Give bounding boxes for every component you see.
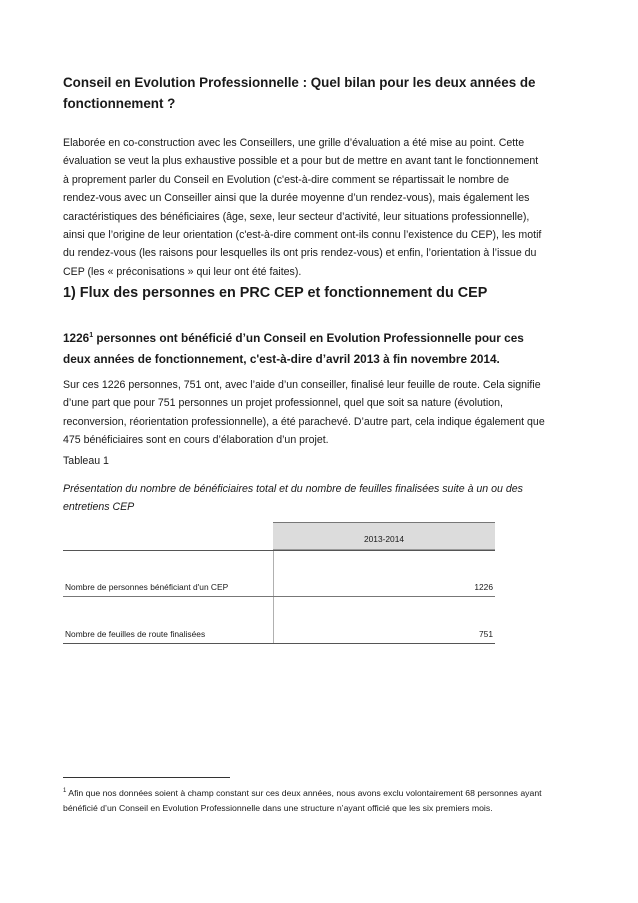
section-heading: 1) Flux des personnes en PRC CEP et fonctionnement du CEP (63, 285, 488, 301)
body-paragraph: Sur ces 1226 personnes, 751 ont, avec l’aide d’un conseiller, finalisé leur feuille de route. Cela signifie d’une part que pour 751 personnes un projet professionnel, quel que soit sa nature (évolution, reconversion, réorientation professionnelle), a été parachevé. D’autre part, cela indique également que 475 bénéficiaires sont en cours d’élaboration d’un projet. (63, 379, 545, 447)
footnote-ref-link[interactable]: 1 (89, 332, 94, 339)
table-row-value: 1226 (474, 582, 493, 592)
footnote (63, 784, 555, 817)
table-value-cell (273, 597, 495, 643)
data-table (63, 522, 495, 648)
intro-paragraph: Elaborée en co-construction avec les Conseillers, une grille d’évaluation a été mise au point. Cette évaluation se veut la plus exhaustive possible et a pour but de mettre en avant tant le fonctionnement à proprement parler du Conseil en Evolution (c'est-à-dire comment se répartissait le nombre de rendez-vous avec un Conseiller ainsi que la durée moyenne d’un rendez-vous), mais également les caractéristiques des bénéficiaires (âge, sexe, leur secteur d’activité, leur situations professionnelle), ainsi que l’origine de leur orientation (c'est-à-dire comment ont-ils connu l’existence du CEP), les motif du rendez-vous (les raisons pour lesquelles ils ont pris rendez-vous) et enfin, l’orientation à l’issue du CEP (les « préconisations » qui leur ont été faites). (63, 137, 542, 278)
lead-number: 1226 (63, 331, 90, 345)
footnote-text: Afin que nos données soient à champ constant sur ces deux années, nous avons exclu volontairement 68 personnes ayant bénéficié d’un Conseil en Evolution Professionnelle dans une structure n’ayant officié que les six premiers mois. (63, 788, 542, 814)
footnote-divider (63, 777, 230, 778)
lead-text: personnes ont bénéficié d’un Conseil en Evolution Professionnelle pour ces deux années de fonctionnement, c'est-à-dire d’avril 2013 à fin novembre 2014. (63, 331, 524, 366)
table-row-label: Nombre de feuilles de route finalisées (65, 629, 206, 639)
table-row (63, 597, 495, 644)
table-column-header: 2013-2014 (273, 522, 495, 550)
footnote-marker: 1 (63, 788, 67, 794)
table-value-cell (273, 551, 495, 596)
lead-statement (63, 325, 547, 370)
table-caption: Présentation du nombre de bénéficiaires total et du nombre de feuilles finalisées suite à un ou des entretiens CEP (63, 483, 523, 514)
table-row (63, 550, 495, 597)
table-reference: Tableau 1 (63, 455, 109, 467)
table-row-value: 751 (479, 629, 493, 639)
table-row-label: Nombre de personnes bénéficiant d'un CEP (65, 582, 229, 592)
document-title: Conseil en Evolution Professionnelle : Quel bilan pour les deux années de fonctionnement ? (63, 75, 536, 111)
